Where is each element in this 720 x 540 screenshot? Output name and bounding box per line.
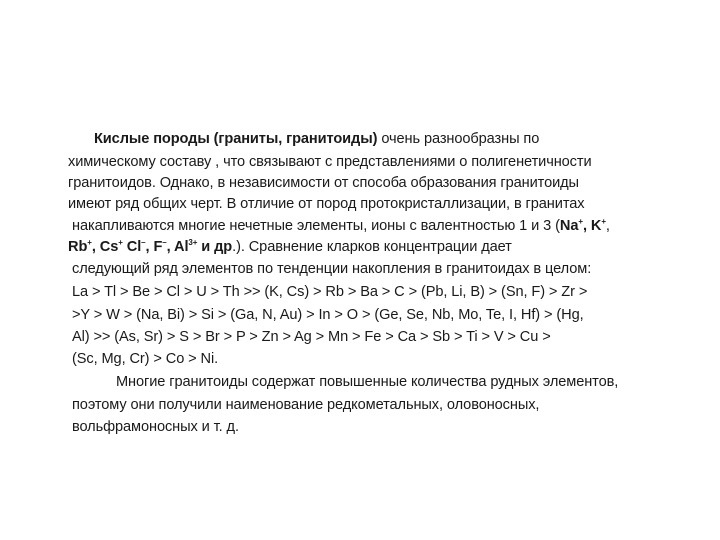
paragraph1-line5: накапливаются многие нечетные элементы, ионы с валентностью 1 и 3 (Na+, K+, [72,217,610,234]
element-series-line4: (Sc, Mg, Cr) > Co > Ni. [72,351,219,367]
element-series-line3: Al) >> (As, Sr) > S > Br > P > Zn > Ag > Mn > Fe > Ca > Sb > Ti > V > Cu > [72,329,551,345]
paragraph1-line7: следующий ряд элементов по тенденции накопления в гранитоидах в целом: [72,261,592,277]
acid-rocks-heading: Кислые породы (граниты, гранитоиды) [94,131,378,147]
paragraph2-line1: Многие гранитоиды содержат повышенные количества рудных элементов, [116,374,619,390]
paragraph1-line4: имеют ряд общих черт. В отличие от пород протокристаллизации, в гранитах [68,196,585,212]
paragraph2-line3: вольфрамоносных и т. д. [72,419,239,435]
paragraph2-line2: поэтому они получили наименование редкометальных, оловоносных, [72,397,540,413]
paragraph1-line2: химическому составу , что связывают с представлениями о полигенетичности [68,154,592,170]
element-series-line1: La > Tl > Be > Cl > U > Th >> (K, Cs) > Rb > Ba > C > (Pb, Li, B) > (Sn, F) > Zr > [72,284,588,300]
paragraph1-line6: Rb+, Cs+ Cl–, F–, $Al^{3+}$ и др.). Сравнение кларков концентрации дает [68,238,512,255]
paragraph1-line3: гранитоидов. Однако, в независимости от способа образования гранитоиды [68,175,579,191]
element-series-line2: >Y > W > (Na, Bi) > Si > (Ga, N, Au) > In > O > (Ge, Se, Nb, Mo, Te, I, Hf) > (Hg, [72,307,584,323]
paragraph1-line1: Кислые породы (граниты, гранитоиды) очень разнообразны по [94,131,540,147]
